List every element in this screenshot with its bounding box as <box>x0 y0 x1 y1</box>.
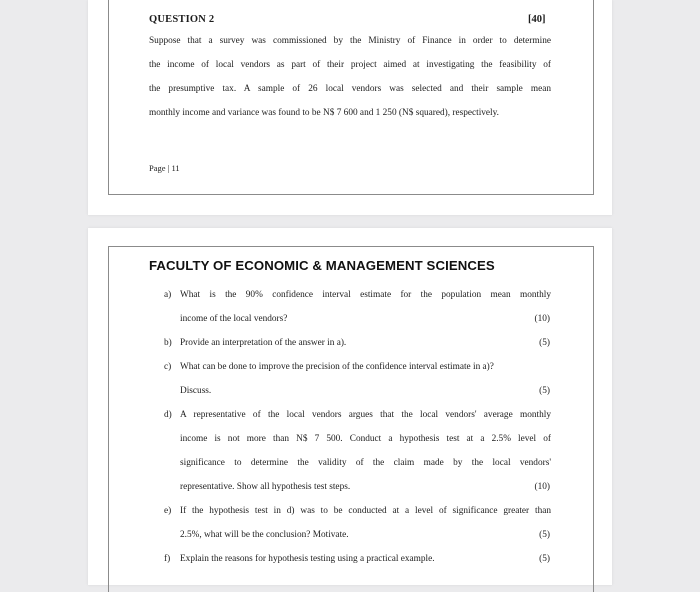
item-d-marks: (10) <box>534 482 550 492</box>
item-d-text-line: A representative of the local vendors argues that the local vendors' average monthly <box>180 410 551 420</box>
question-text-line: the income of local vendors as part of their project aimed at investigating the feasibility of <box>149 60 551 70</box>
faculty-header: FACULTY OF ECONOMIC & MANAGEMENT SCIENCES <box>149 258 495 273</box>
item-c-marks: (5) <box>539 386 550 396</box>
item-c-text-line: Discuss. <box>180 386 212 396</box>
item-d-text-line: income is not more than N$ 7 500. Conduct a hypothesis test at a 2.5% level of <box>180 434 551 444</box>
item-label-c: c) <box>164 362 172 372</box>
question-title: QUESTION 2 <box>149 14 215 25</box>
item-b-text-line: Provide an interpretation of the answer in a). <box>180 338 347 348</box>
item-e-marks: (5) <box>539 530 550 540</box>
item-label-d: d) <box>164 410 172 420</box>
question-text-line: Suppose that a survey was commissioned by the Ministry of Finance in order to determine <box>149 36 551 46</box>
item-d-text-line: representative. Show all hypothesis test steps. <box>180 482 351 492</box>
item-d-text-line: significance to determine the validity of the claim made by the local vendors' <box>180 458 551 468</box>
item-a-text-line: income of the local vendors? <box>180 314 288 324</box>
item-a-marks: (10) <box>534 314 550 324</box>
item-e-text-line: 2.5%, what will be the conclusion? Motivate. <box>180 530 349 540</box>
item-f-text-line: Explain the reasons for hypothesis testing using a practical example. <box>180 554 435 564</box>
item-b-marks: (5) <box>539 338 550 348</box>
item-label-a: a) <box>164 290 172 300</box>
item-c-text-line: What can be done to improve the precision of the confidence interval estimate in a)? <box>180 362 494 372</box>
page-number: Page | 11 <box>149 163 180 173</box>
item-f-marks: (5) <box>539 554 550 564</box>
question-text-line: the presumptive tax. A sample of 26 local vendors was selected and their sample mean <box>149 84 551 94</box>
question-total-marks: [40] <box>528 14 546 25</box>
page-11-border <box>108 0 594 195</box>
question-text-line: monthly income and variance was found to be N$ 7 600 and 1 250 (N$ squared), respectively. <box>149 108 499 118</box>
item-label-f: f) <box>164 554 171 564</box>
item-label-b: b) <box>164 338 172 348</box>
item-a-text-line: What is the 90% confidence interval estimate for the population mean monthly <box>180 290 551 300</box>
item-e-text-line: If the hypothesis test in d) was to be conducted at a level of significance greater than <box>180 506 551 516</box>
item-label-e: e) <box>164 506 172 516</box>
